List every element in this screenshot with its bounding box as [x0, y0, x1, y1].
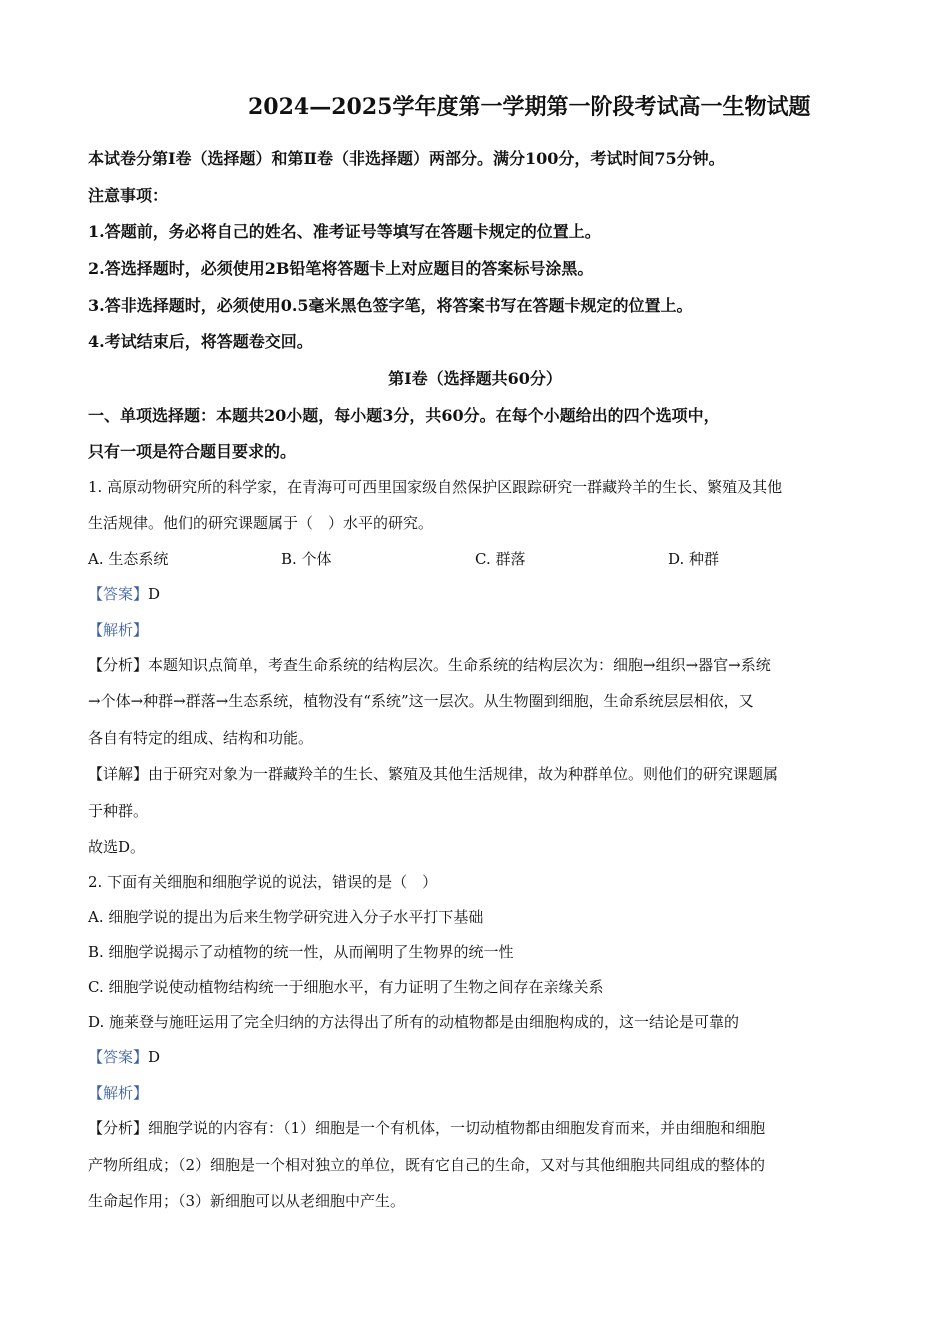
- q2-option-d: D. 施莱登与施旺运用了完全归纳的方法得出了所有的动植物都是由细胞构成的，这一结论是可靠的: [88, 1013, 740, 1031]
- part-heading-continued: 只有一项是符合题目要求的。: [88, 442, 297, 461]
- q1-analysis: [88, 654, 771, 675]
- q1-conclusion: 故选D。: [88, 838, 146, 856]
- q2-analysis-continued: 生命起作用；（3）新细胞可以从老细胞中产生。: [88, 1192, 406, 1210]
- q1-option-d: D. 种群: [668, 550, 720, 568]
- q2-stem: 2. 下面有关细胞和细胞学说的说法，错误的是（ ）: [88, 873, 438, 891]
- q2-analysis: [88, 1117, 765, 1138]
- notice-item: 2.答选择题时，必须使用2B铅笔将答题卡上对应题目的答案标号涂黑。: [88, 259, 594, 278]
- q2-option-b: B. 细胞学说揭示了动植物的统一性，从而阐明了生物界的统一性: [88, 943, 514, 961]
- q1-answer-line: [88, 583, 160, 604]
- notice-item: 4.考试结束后，将答题卷交回。: [88, 332, 313, 351]
- q1-explain-tag: 【解析】: [88, 621, 149, 639]
- q1-stem-continued: 生活规律。他们的研究课题属于（ ）水平的研究。: [88, 514, 434, 532]
- page-title: 2024—2025学年度第一学期第一阶段考试高一生物试题: [248, 94, 811, 120]
- exam-intro: 本试卷分第Ⅰ卷（选择题）和第Ⅱ卷（非选择题）两部分。满分100分，考试时间75分钟。: [88, 149, 725, 168]
- notice-item: 3.答非选择题时，必须使用0.5毫米黑色签字笔，将答案书写在答题卡规定的位置上。: [88, 296, 693, 315]
- q2-option-c: C. 细胞学说使动植物结构统一于细胞水平，有力证明了生物之间存在亲缘关系: [88, 978, 604, 996]
- q1-option-c: C. 群落: [475, 550, 526, 568]
- q1-analysis-continued: 各自有特定的组成、结构和功能。: [88, 729, 314, 747]
- q1-detail-text: 由于研究对象为一群藏羚羊的生长、繁殖及其他生活规律，故为种群单位。则他们的研究课题属: [148, 765, 779, 783]
- q1-analysis-tag: 【分析】: [88, 656, 149, 674]
- q1-analysis-continued: →个体→种群→群落→生态系统，植物没有“系统”这一层次。从生物圈到细胞，生命系统层层相依，又: [88, 692, 754, 710]
- section-title: 第Ⅰ卷（选择题共60分）: [388, 369, 562, 388]
- q1-detail-tag: 【详解】: [88, 765, 149, 783]
- q1-answer-tag: 【答案】: [88, 585, 149, 603]
- part-heading: 一、单项选择题：本题共20小题，每小题3分，共60分。在每个小题给出的四个选项中，: [88, 406, 720, 425]
- notice-heading: 注意事项：: [88, 186, 169, 205]
- q2-analysis-tag: 【分析】: [88, 1119, 149, 1137]
- q2-answer: D: [148, 1048, 161, 1066]
- q1-detail: [88, 763, 778, 784]
- q1-detail-continued: 于种群。: [88, 802, 149, 820]
- q2-analysis-text: 细胞学说的内容有：（1）细胞是一个有机体，一切动植物都由细胞发育而来，并由细胞和细胞: [148, 1119, 766, 1137]
- q2-answer-tag: 【答案】: [88, 1048, 149, 1066]
- q1-option-b: B. 个体: [281, 550, 332, 568]
- q1-analysis-text: 本题知识点简单，考查生命系统的结构层次。生命系统的结构层次为：细胞→组织→器官→系统: [148, 656, 771, 674]
- q1-answer: D: [148, 585, 161, 603]
- q2-analysis-continued: 产物所组成；（2）细胞是一个相对独立的单位，既有它自己的生命，又对与其他细胞共同组成的整体的: [88, 1156, 766, 1174]
- q2-option-a: A. 细胞学说的提出为后来生物学研究进入分子水平打下基础: [88, 908, 484, 926]
- q1-option-a: A. 生态系统: [88, 550, 169, 568]
- q1-stem: 1. 高原动物研究所的科学家，在青海可可西里国家级自然保护区跟踪研究一群藏羚羊的生长、繁殖及其他: [88, 478, 783, 496]
- q2-explain-tag: 【解析】: [88, 1084, 149, 1102]
- notice-item: 1.答题前，务必将自己的姓名、准考证号等填写在答题卡规定的位置上。: [88, 222, 601, 241]
- q2-answer-line: [88, 1046, 160, 1067]
